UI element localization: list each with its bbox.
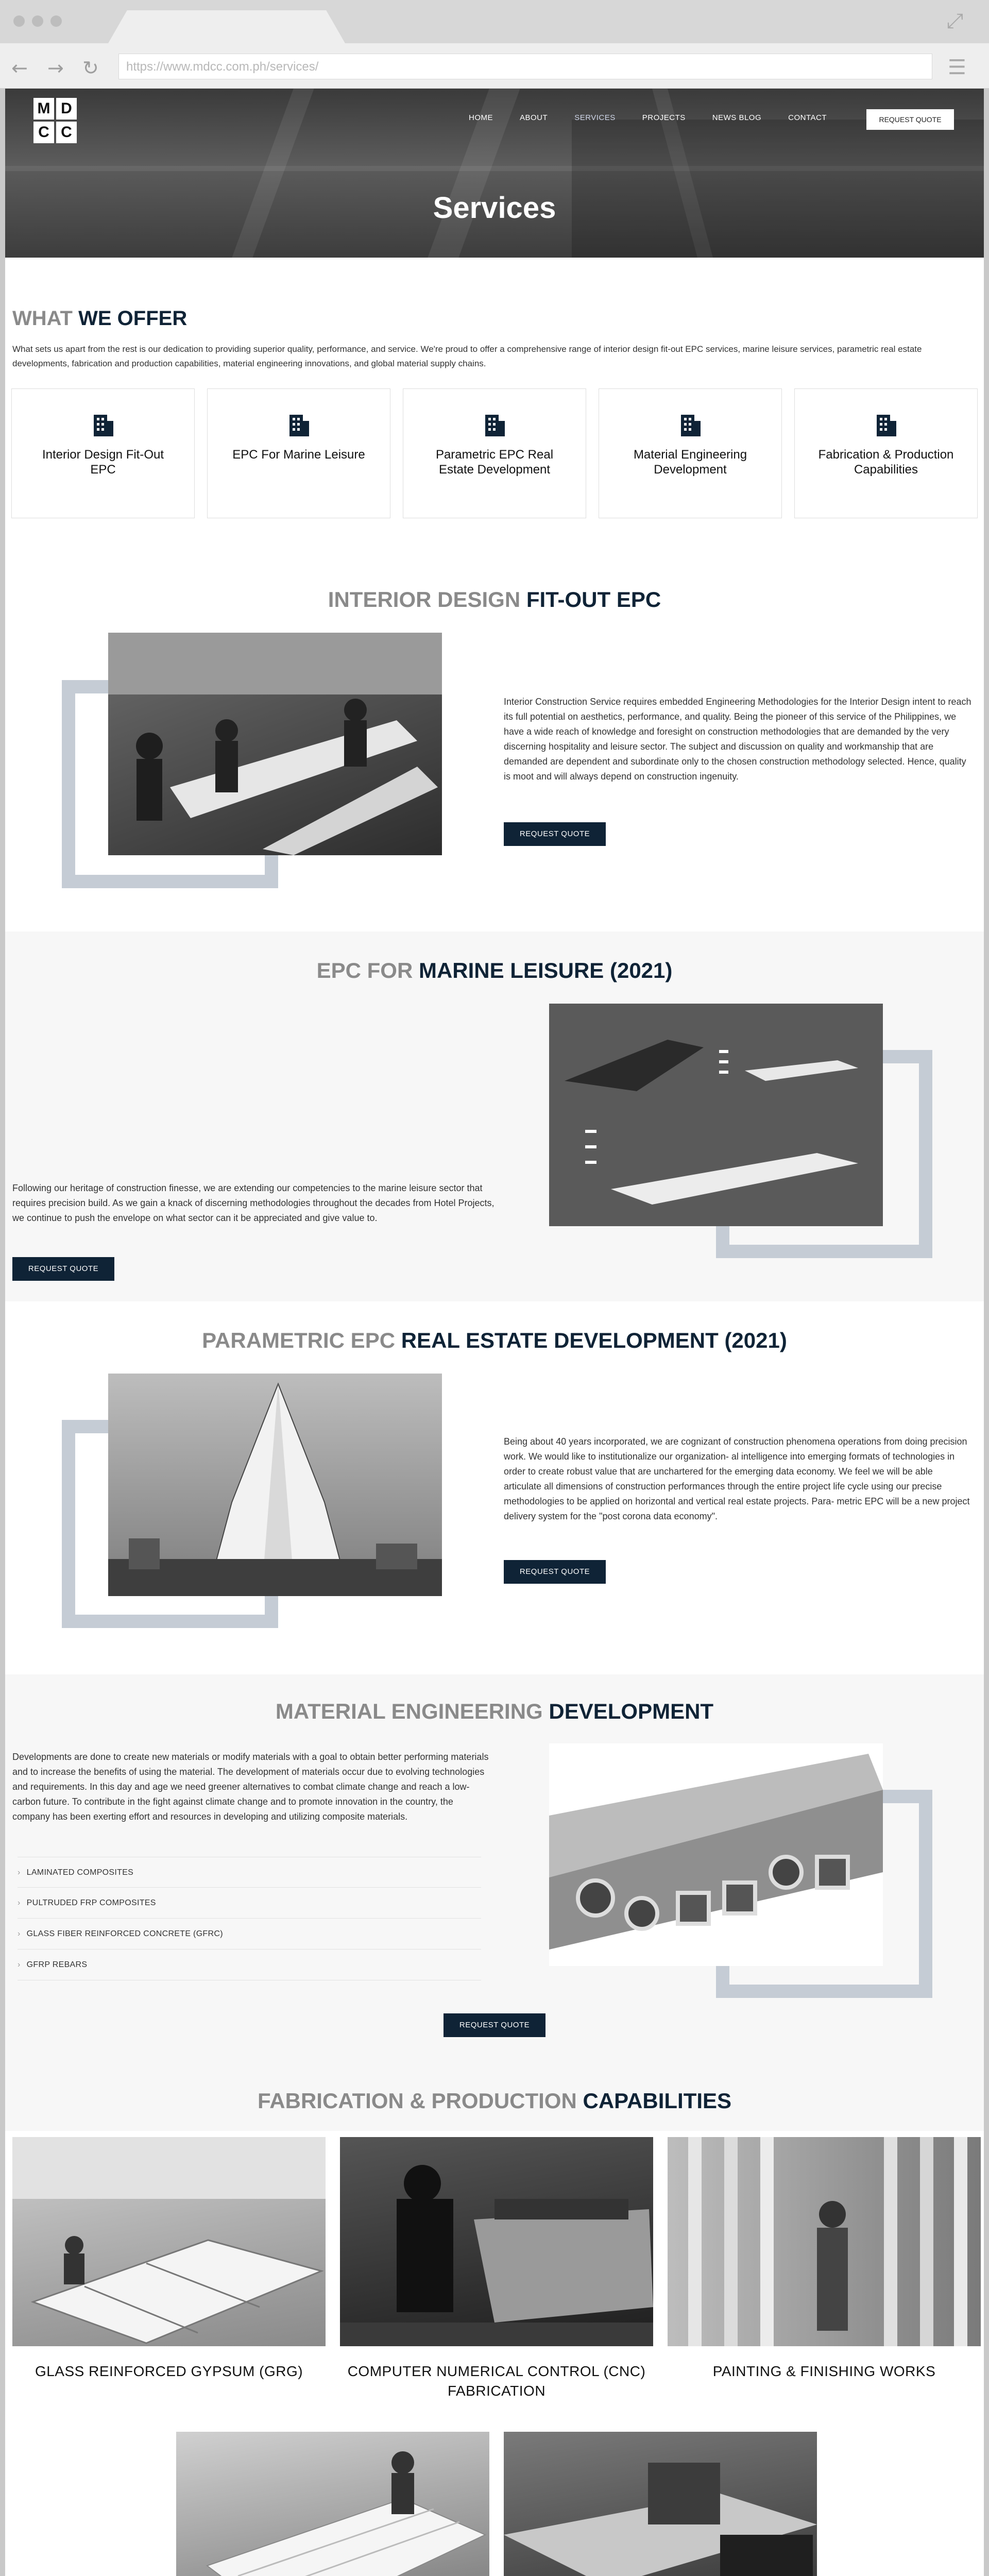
logo-letter: C [56, 122, 77, 143]
material-item[interactable] [18, 1888, 481, 1919]
marine-photo [549, 1004, 883, 1226]
browser-tab-bar [0, 0, 989, 43]
chevron-right-icon: › [18, 1868, 21, 1877]
service-card[interactable] [207, 388, 390, 518]
building-icon [875, 412, 897, 436]
nav-contact[interactable]: CONTACT [788, 113, 827, 122]
cnc-machine-illustration [340, 2137, 653, 2346]
service-card[interactable] [794, 388, 978, 518]
service-card-label: Interior Design Fit-Out EPC [42, 448, 164, 477]
material-item-label: LAMINATED COMPOSITES [26, 1868, 134, 1877]
service-card-label: Parametric EPC Real Estate Development [435, 448, 554, 477]
offer-intro: What sets us apart from the rest is our dedication to providing superior quality, performance, and service. We're proud to offer a comprehensive range of interior design fit-out EPC services, marine leisure services, parametric real estate developments, fabrication and production capabilities, material engineering innovations, and global material supply chains. [12, 344, 922, 368]
parametric-text: Being about 40 years incorporated, we are cognizant of construction phenomena operations from doing precision work. We would like to institutionalize our organization- al intelligence into emerging formats of technologies in order to create robust value that are unchartered for the emerging data economy. We feel we will be able articulate all dimensions of construction performances through the entire project life cycle using our precise methodologies to be applied on horizontal and vertical real estate projects. Para- metric EPC will be a new project delivery system for the "post corona data economy". [504, 1436, 970, 1521]
browser-chrome [0, 0, 989, 89]
parametric-request-quote-button[interactable]: REQUEST QUOTE [504, 1560, 606, 1584]
building-icon [92, 412, 114, 436]
hero-building [572, 120, 984, 258]
nav-services[interactable]: SERVICES [574, 113, 616, 122]
fabrication-heading-b: CAPABILITIES [583, 2089, 732, 2113]
material-item-label: GFRP REBARS [26, 1960, 88, 1969]
material-heading-a: MATERIAL ENGINEERING [275, 1699, 543, 1723]
chevron-right-icon: › [18, 1960, 21, 1969]
fabrication-heading [5, 2089, 984, 2113]
hero-beam [232, 89, 314, 258]
expand-icon[interactable]: ⤢ [947, 9, 963, 33]
material-item[interactable] [18, 1950, 481, 1980]
parametric-heading-b: REAL ESTATE DEVELOPMENT (2021) [401, 1328, 787, 1352]
cnc-photo [340, 2137, 653, 2346]
offer-heading-b: WE OFFER [78, 307, 187, 330]
marine-heading-a: EPC FOR [316, 958, 413, 982]
browser-menu-icon[interactable]: ☰ [948, 56, 966, 79]
interior-request-quote-button[interactable]: REQUEST QUOTE [504, 822, 606, 846]
web-page [5, 89, 984, 2576]
service-card-label: EPC For Marine Leisure [232, 448, 365, 462]
interior-text: Interior Construction Service requires embedded Engineering Methodologies for the Interior Design intent to reach its full potential on aesthetics, performance, and quality. Being the pioneer of this service of the Philippines, we have a wide reach of knowledge and foresight on construction methodologies that are demanded by the very discerning hospitality and leisure sector. The subject and discussion on quality and workmanship that are demanded are dependent and subordinate only to the chosen construction methodology selected. Hence, quality is moot and will always depend on construction ingenuity. [504, 697, 971, 782]
marine-heading [5, 958, 984, 983]
fabrication-caption: PAINTING & FINISHING WORKS [712, 2363, 936, 2379]
nav-home[interactable]: HOME [469, 113, 493, 122]
window-close-dot[interactable] [13, 15, 25, 27]
main-navigation [469, 113, 854, 129]
material-photo [549, 1743, 883, 1966]
building-icon [287, 412, 310, 436]
interior-photo [108, 633, 442, 855]
page-title: Services [433, 191, 556, 225]
nav-about[interactable]: ABOUT [520, 113, 548, 122]
machines-photo [504, 2432, 817, 2576]
interior-heading-a: INTERIOR DESIGN [328, 587, 521, 612]
nav-news-blog[interactable]: NEWS BLOG [712, 113, 762, 122]
painting-photo [668, 2137, 981, 2346]
nav-request-quote-button[interactable]: REQUEST QUOTE [866, 109, 954, 130]
offer-heading [12, 307, 187, 330]
marine-heading-b: MARINE LEISURE (2021) [418, 958, 673, 982]
material-text: Developments are done to create new materials or modify materials with a goal to obtain better performing materials and to increase the benefits of using the material. The development of materials occur due to evolving technologies and requirements. In this day and age we need greener alternatives to combat climate change and reach a low-carbon future. To contribute in the fight against climate change and to promote innovation in the country, the company has been exerting effort and resources in developing and utilizing composite materials. [12, 1752, 489, 1822]
service-card-label: Material Engineering Development [633, 448, 747, 477]
material-item-label: GLASS FIBER REINFORCED CONCRETE (GFRC) [26, 1929, 223, 1938]
material-heading-b: DEVELOPMENT [549, 1699, 714, 1723]
building-icon [679, 412, 702, 436]
back-arrow-icon[interactable]: ← [11, 57, 28, 79]
fabrication-caption: GLASS REINFORCED GYPSUM (GRG) [35, 2363, 303, 2379]
painting-booth-illustration [668, 2137, 981, 2346]
logo-letter: D [56, 98, 77, 120]
building-icon [483, 412, 506, 436]
fabrication-heading-a: FABRICATION & PRODUCTION [257, 2089, 577, 2113]
window-maximize-dot[interactable] [50, 15, 62, 27]
logo-letter: M [33, 98, 54, 120]
service-card-label: Fabrication & Production Capabilities [818, 448, 954, 477]
browser-tab[interactable] [108, 10, 345, 43]
address-bar[interactable]: https://www.mdcc.com.ph/services/ [118, 54, 932, 79]
parametric-heading-a: PARAMETRIC EPC [202, 1328, 396, 1352]
carpentry-illustration [176, 2432, 489, 2576]
forward-arrow-icon[interactable]: → [47, 57, 64, 79]
workshop-illustration [108, 633, 442, 855]
service-card[interactable] [599, 388, 782, 518]
parametric-photo [108, 1374, 442, 1596]
material-request-quote-button[interactable]: REQUEST QUOTE [444, 2013, 545, 2037]
parametric-heading [5, 1328, 984, 1353]
interior-heading [5, 587, 984, 612]
marine-request-quote-button[interactable]: REQUEST QUOTE [12, 1257, 114, 1281]
gypsum-panels-illustration [12, 2137, 326, 2346]
fabrication-caption: COMPUTER NUMERICAL CONTROL (CNC) FABRICATION [347, 2363, 646, 2399]
carpentry-photo [176, 2432, 489, 2576]
material-item-label: PULTRUDED FRP COMPOSITES [26, 1899, 156, 1907]
material-item[interactable] [18, 1857, 481, 1888]
nav-projects[interactable]: PROJECTS [642, 113, 686, 122]
grg-photo [12, 2137, 326, 2346]
window-minimize-dot[interactable] [32, 15, 43, 27]
yacht-illustration [549, 1004, 883, 1226]
hero-banner [5, 89, 984, 258]
metal-pipes-illustration [549, 1743, 883, 1966]
material-heading [5, 1699, 984, 1724]
offer-heading-a: WHAT [12, 307, 73, 330]
mdcc-logo[interactable] [33, 98, 79, 145]
tower-illustration [108, 1374, 442, 1596]
reload-icon[interactable]: ↻ [82, 57, 99, 79]
service-card[interactable] [11, 388, 195, 518]
chevron-right-icon: › [18, 1929, 21, 1938]
interior-heading-b: FIT-OUT EPC [526, 587, 661, 612]
material-item[interactable] [18, 1919, 481, 1950]
marine-text: Following our heritage of construction finesse, we are extending our competencies to the marine leisure sector that requires precision build. As we gain a knack of discerning methodologies throughout the decades from Hotel Projects, we continue to push the envelope on what sector can it be appreciated and give value to. [12, 1183, 494, 1223]
machine-illustration [504, 2432, 817, 2576]
logo-letter: C [33, 122, 54, 143]
chevron-right-icon: › [18, 1899, 21, 1907]
service-card[interactable] [403, 388, 586, 518]
